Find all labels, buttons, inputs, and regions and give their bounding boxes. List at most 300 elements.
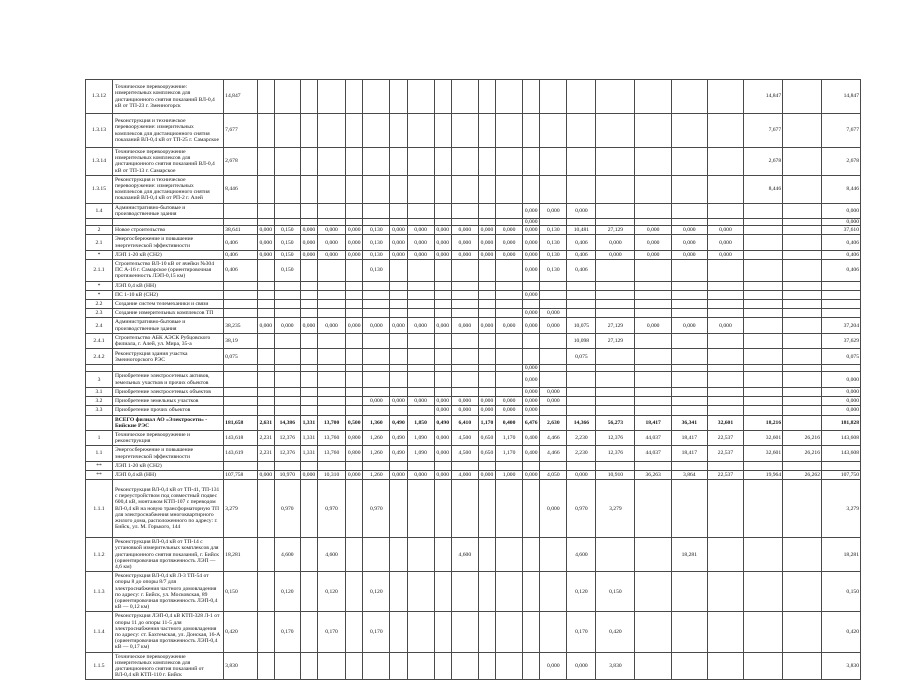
value-cell: 0,000 <box>822 387 861 396</box>
value-cell: 0,000 <box>540 387 567 396</box>
value-cell: 0,000 <box>478 397 495 406</box>
value-cell <box>300 572 317 612</box>
value-cell <box>257 203 274 218</box>
value-cell <box>363 175 390 203</box>
value-cell: 14,847 <box>822 80 861 114</box>
value-cell <box>257 300 274 309</box>
value-cell <box>363 114 390 148</box>
value-cell: 10,075 <box>567 318 596 333</box>
value-cell: 14,386 <box>274 415 300 430</box>
value-cell: 2,230 <box>567 430 596 445</box>
value-cell <box>540 349 567 365</box>
value-cell <box>451 80 478 114</box>
value-cell <box>672 461 708 470</box>
value-cell <box>783 300 822 309</box>
value-cell: 0,000 <box>567 652 596 680</box>
value-cell <box>523 300 540 309</box>
value-cell: 0,150 <box>274 260 300 282</box>
value-cell <box>363 300 390 309</box>
value-cell <box>707 148 744 176</box>
row-name-cell: ЛЭП 1-20 кВ (СН2) <box>112 461 223 470</box>
value-cell <box>540 461 567 470</box>
row-number-cell: 1.1.1 <box>86 480 113 538</box>
value-cell: 0,150 <box>224 572 257 612</box>
value-cell <box>407 333 434 348</box>
value-cell: 0,420 <box>596 612 635 652</box>
value-cell: 3,830 <box>224 652 257 680</box>
value-cell <box>300 480 317 538</box>
value-cell <box>596 114 635 148</box>
value-cell: 181,658 <box>224 415 257 430</box>
value-cell: 14,847 <box>744 80 783 114</box>
value-cell <box>672 572 708 612</box>
value-cell <box>390 652 407 680</box>
value-cell: 0,130 <box>363 226 390 235</box>
value-cell <box>523 80 540 114</box>
value-cell <box>496 333 523 348</box>
row-number-cell: 1.4 <box>86 203 113 218</box>
value-cell: 0,000 <box>407 470 434 479</box>
value-cell: 0,000 <box>496 318 523 333</box>
value-cell <box>635 300 672 309</box>
value-cell <box>346 281 363 290</box>
spreadsheet-page <box>85 79 861 679</box>
value-cell <box>596 260 635 282</box>
value-cell: 0,000 <box>257 250 274 259</box>
value-cell <box>596 203 635 218</box>
value-cell <box>346 300 363 309</box>
value-cell <box>300 333 317 348</box>
value-cell <box>390 281 407 290</box>
value-cell <box>224 397 257 406</box>
value-cell <box>744 309 783 318</box>
value-cell: 1,170 <box>496 430 523 445</box>
value-cell <box>434 572 451 612</box>
value-cell <box>596 300 635 309</box>
value-cell <box>407 80 434 114</box>
value-cell: 0,000 <box>346 226 363 235</box>
value-cell <box>434 461 451 470</box>
table-row <box>86 397 861 406</box>
value-cell <box>672 309 708 318</box>
value-cell <box>596 175 635 203</box>
value-cell: 0,000 <box>523 250 540 259</box>
value-cell <box>478 219 495 226</box>
value-cell <box>224 290 257 299</box>
value-cell: 0,000 <box>567 203 596 218</box>
value-cell <box>451 114 478 148</box>
value-cell: 8,446 <box>744 175 783 203</box>
table-row <box>86 203 861 218</box>
value-cell <box>635 365 672 372</box>
value-cell <box>478 300 495 309</box>
row-number-cell: 3.2 <box>86 397 113 406</box>
value-cell <box>346 148 363 176</box>
value-cell: 3,279 <box>224 480 257 538</box>
row-number-cell: 1.3.14 <box>86 148 113 176</box>
value-cell <box>672 480 708 538</box>
value-cell: 0,000 <box>672 250 708 259</box>
value-cell: 0,000 <box>390 235 407 250</box>
value-cell <box>224 461 257 470</box>
value-cell <box>672 349 708 365</box>
value-cell: 4,466 <box>540 430 567 445</box>
value-cell <box>346 406 363 415</box>
value-cell <box>390 538 407 572</box>
value-cell <box>822 300 861 309</box>
value-cell: 0,000 <box>523 290 540 299</box>
value-cell <box>300 309 317 318</box>
table-row <box>86 175 861 203</box>
row-number-cell: 1.1.4 <box>86 612 113 652</box>
value-cell: 3,864 <box>672 470 708 479</box>
value-cell <box>346 175 363 203</box>
row-name-cell: Приобретение электросетевых активов, земельных участков и прочих объектов <box>112 372 223 387</box>
value-cell <box>567 80 596 114</box>
value-cell: 10,910 <box>596 470 635 479</box>
value-cell: 0,000 <box>672 226 708 235</box>
value-cell: 0,000 <box>407 318 434 333</box>
value-cell: 0,130 <box>363 250 390 259</box>
value-cell <box>346 114 363 148</box>
row-name-cell: Приобретение земельных участков <box>112 397 223 406</box>
value-cell: 19,964 <box>744 470 783 479</box>
value-cell: 0,000 <box>707 235 744 250</box>
value-cell <box>672 652 708 680</box>
value-cell <box>318 260 346 282</box>
value-cell: 1,331 <box>300 430 317 445</box>
value-cell <box>363 203 390 218</box>
row-name-cell: Новое строительство <box>112 226 223 235</box>
value-cell: 0,000 <box>523 309 540 318</box>
value-cell <box>434 349 451 365</box>
value-cell: 0,000 <box>434 446 451 461</box>
table-row <box>86 80 861 114</box>
value-cell <box>744 397 783 406</box>
row-name-cell: Техническое перевооружение и реконструкция <box>112 430 223 445</box>
value-cell <box>407 538 434 572</box>
value-cell: 0,000 <box>451 397 478 406</box>
value-cell <box>274 203 300 218</box>
table-row <box>86 281 861 290</box>
value-cell: 1,360 <box>363 415 390 430</box>
value-cell <box>496 480 523 538</box>
value-cell <box>496 372 523 387</box>
value-cell <box>496 114 523 148</box>
value-cell <box>407 260 434 282</box>
value-cell <box>496 461 523 470</box>
value-cell: 0,130 <box>540 235 567 250</box>
value-cell <box>257 333 274 348</box>
value-cell: 0,406 <box>567 260 596 282</box>
value-cell: 0,800 <box>346 430 363 445</box>
table-row <box>86 309 861 318</box>
value-cell <box>434 612 451 652</box>
table-row <box>86 406 861 415</box>
value-cell: 18,281 <box>672 538 708 572</box>
value-cell <box>567 290 596 299</box>
value-cell <box>496 80 523 114</box>
value-cell <box>540 538 567 572</box>
value-cell <box>496 538 523 572</box>
value-cell: 27,129 <box>596 226 635 235</box>
value-cell <box>257 572 274 612</box>
value-cell: 0,170 <box>318 612 346 652</box>
row-name-cell: Техническое перевооружение измерительных комплексов для дистанционного снятия показаний ВЛ-0,4 кВ от ТП-13 г. Самарское <box>112 148 223 176</box>
value-cell: 12,376 <box>274 446 300 461</box>
row-number-cell: * <box>86 250 113 259</box>
value-cell <box>707 203 744 218</box>
row-name-cell: Энергосбережение и повышение энергетической эффективности <box>112 235 223 250</box>
value-cell <box>257 148 274 176</box>
value-cell <box>300 406 317 415</box>
row-name-cell: Строительство АБК АЭСК Рубцовского филиала, г. Алей, ул. Мира, 35-а <box>112 333 223 348</box>
value-cell <box>540 219 567 226</box>
value-cell <box>451 290 478 299</box>
value-cell <box>783 114 822 148</box>
value-cell <box>407 281 434 290</box>
value-cell <box>407 175 434 203</box>
value-cell <box>224 203 257 218</box>
value-cell <box>596 397 635 406</box>
row-number-cell: 1.1 <box>86 446 113 461</box>
value-cell <box>596 387 635 396</box>
value-cell <box>407 300 434 309</box>
value-cell <box>434 538 451 572</box>
value-cell <box>496 300 523 309</box>
value-cell: 38,19 <box>224 333 257 348</box>
value-cell <box>346 260 363 282</box>
value-cell <box>567 300 596 309</box>
value-cell <box>318 300 346 309</box>
value-cell <box>478 80 495 114</box>
value-cell <box>257 652 274 680</box>
value-cell: 0,000 <box>707 250 744 259</box>
value-cell <box>478 612 495 652</box>
value-cell: 0,000 <box>635 318 672 333</box>
value-cell <box>363 281 390 290</box>
value-cell <box>496 281 523 290</box>
value-cell <box>496 652 523 680</box>
value-cell <box>707 309 744 318</box>
value-cell: 0,000 <box>567 470 596 479</box>
value-cell <box>407 572 434 612</box>
row-number-cell: ** <box>86 461 113 470</box>
value-cell: 0,406 <box>224 250 257 259</box>
value-cell: 14,366 <box>567 415 596 430</box>
value-cell <box>744 349 783 365</box>
value-cell <box>783 652 822 680</box>
value-cell <box>318 148 346 176</box>
value-cell: 107,750 <box>822 470 861 479</box>
value-cell: 2,630 <box>540 415 567 430</box>
value-cell <box>390 309 407 318</box>
value-cell <box>478 148 495 176</box>
value-cell: 56,273 <box>596 415 635 430</box>
value-cell: 0,406 <box>822 250 861 259</box>
value-cell <box>274 175 300 203</box>
value-cell: 0,130 <box>540 226 567 235</box>
value-cell: 4,600 <box>451 538 478 572</box>
value-cell <box>596 281 635 290</box>
value-cell <box>274 281 300 290</box>
value-cell <box>407 612 434 652</box>
value-cell <box>257 612 274 652</box>
value-cell <box>707 349 744 365</box>
value-cell <box>707 80 744 114</box>
value-cell: 0,120 <box>274 572 300 612</box>
value-cell <box>672 372 708 387</box>
value-cell <box>300 461 317 470</box>
value-cell <box>672 406 708 415</box>
value-cell <box>363 80 390 114</box>
value-cell: 4,600 <box>274 538 300 572</box>
value-cell: 143,608 <box>822 446 861 461</box>
value-cell: 0,000 <box>451 226 478 235</box>
value-cell <box>567 365 596 372</box>
value-cell: 0,000 <box>274 318 300 333</box>
value-cell <box>744 226 783 235</box>
value-cell: 12,376 <box>274 430 300 445</box>
value-cell <box>346 652 363 680</box>
value-cell: 0,120 <box>363 572 390 612</box>
value-cell: 0,000 <box>523 406 540 415</box>
value-cell <box>451 175 478 203</box>
value-cell <box>363 309 390 318</box>
value-cell: 1,000 <box>496 470 523 479</box>
value-cell <box>635 309 672 318</box>
value-cell <box>783 203 822 218</box>
value-cell <box>300 387 317 396</box>
table-row <box>86 446 861 461</box>
value-cell: 37,610 <box>822 226 861 235</box>
value-cell <box>224 309 257 318</box>
value-cell <box>434 260 451 282</box>
value-cell <box>707 461 744 470</box>
value-cell: 0,000 <box>822 397 861 406</box>
value-cell <box>363 219 390 226</box>
value-cell: 0,000 <box>496 397 523 406</box>
value-cell <box>451 333 478 348</box>
value-cell: 0,000 <box>257 318 274 333</box>
row-number-cell: 1.3.12 <box>86 80 113 114</box>
value-cell <box>257 461 274 470</box>
value-cell <box>407 309 434 318</box>
value-cell: 0,000 <box>300 235 317 250</box>
value-cell <box>567 397 596 406</box>
value-cell: 0,000 <box>318 235 346 250</box>
value-cell <box>744 652 783 680</box>
value-cell: 0,130 <box>363 235 390 250</box>
value-cell <box>540 290 567 299</box>
value-cell: 0,000 <box>300 226 317 235</box>
value-cell <box>783 415 822 430</box>
value-cell: 0,000 <box>390 397 407 406</box>
value-cell <box>635 203 672 218</box>
value-cell <box>274 309 300 318</box>
value-cell <box>707 114 744 148</box>
value-cell: 0,000 <box>523 470 540 479</box>
value-cell: 13,760 <box>318 430 346 445</box>
value-cell: 0,406 <box>822 235 861 250</box>
value-cell <box>346 309 363 318</box>
row-number-cell: ** <box>86 470 113 479</box>
value-cell <box>318 333 346 348</box>
value-cell <box>224 281 257 290</box>
value-cell <box>707 538 744 572</box>
row-name-cell: Техническое перевооружение: измерительных комплексов для дистанционного снятия показаний ВЛ-0,4 кВ от ТП-23 г. Змеиногорск <box>112 80 223 114</box>
value-cell <box>390 114 407 148</box>
value-cell <box>300 612 317 652</box>
value-cell <box>363 365 390 372</box>
value-cell: 0,130 <box>363 260 390 282</box>
value-cell <box>224 300 257 309</box>
value-cell <box>478 349 495 365</box>
value-cell: 0,000 <box>822 219 861 226</box>
table-row <box>86 318 861 333</box>
value-cell: 0,075 <box>822 349 861 365</box>
value-cell <box>346 538 363 572</box>
value-cell <box>496 349 523 365</box>
value-cell: 0,000 <box>707 226 744 235</box>
value-cell: 0,000 <box>300 318 317 333</box>
row-number-cell: 2.1.1 <box>86 260 113 282</box>
value-cell <box>390 349 407 365</box>
value-cell <box>224 387 257 396</box>
value-cell <box>783 387 822 396</box>
value-cell <box>496 612 523 652</box>
value-cell: 0,000 <box>523 226 540 235</box>
value-cell <box>783 349 822 365</box>
value-cell <box>596 309 635 318</box>
value-cell: 6,476 <box>523 415 540 430</box>
value-cell: 12,376 <box>596 430 635 445</box>
value-cell <box>596 538 635 572</box>
value-cell <box>257 114 274 148</box>
value-cell <box>567 114 596 148</box>
value-cell <box>635 387 672 396</box>
value-cell <box>540 612 567 652</box>
value-cell <box>318 290 346 299</box>
value-cell <box>672 612 708 652</box>
value-cell <box>346 480 363 538</box>
value-cell <box>783 372 822 387</box>
value-cell <box>783 309 822 318</box>
value-cell <box>672 397 708 406</box>
value-cell: 0,970 <box>274 480 300 538</box>
value-cell: 6,410 <box>451 415 478 430</box>
value-cell <box>257 349 274 365</box>
value-cell <box>523 612 540 652</box>
value-cell <box>596 349 635 365</box>
value-cell: 18,281 <box>224 538 257 572</box>
value-cell: 0,000 <box>346 235 363 250</box>
value-cell <box>390 148 407 176</box>
value-cell <box>707 480 744 538</box>
row-number-cell: 3.3 <box>86 406 113 415</box>
value-cell: 4,000 <box>451 470 478 479</box>
value-cell: 1,331 <box>300 415 317 430</box>
value-cell: 4,500 <box>451 430 478 445</box>
value-cell <box>390 480 407 538</box>
value-cell <box>407 365 434 372</box>
value-cell: 26,262 <box>783 470 822 479</box>
value-cell: 0,000 <box>318 250 346 259</box>
value-cell <box>540 406 567 415</box>
row-number-cell: 2.2 <box>86 300 113 309</box>
value-cell <box>274 349 300 365</box>
value-cell: 0,000 <box>346 318 363 333</box>
